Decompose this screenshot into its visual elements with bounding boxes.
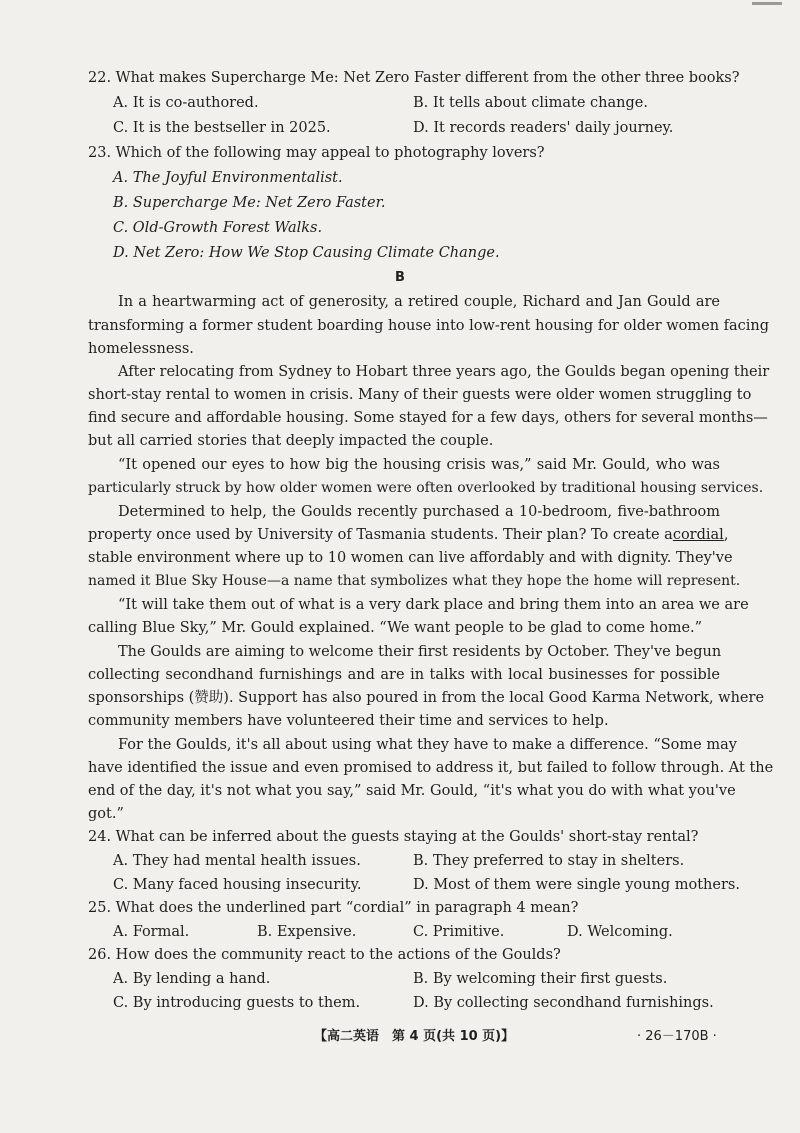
passage-line: homelessness.: [88, 341, 194, 357]
question-23-stem: 23. Which of the following may appeal to photography lovers?: [88, 145, 545, 161]
question-24-option-d: D. Most of them were single young mothers.: [413, 877, 740, 893]
question-24-option-b: B. They preferred to stay in shelters.: [413, 853, 685, 869]
scan-mark: [752, 2, 782, 5]
question-22-option-c: C. It is the bestseller in 2025.: [113, 120, 331, 136]
question-22-option-d: D. It records readers' daily journey.: [413, 120, 674, 136]
question-26-option-d: D. By collecting secondhand furnishings.: [413, 995, 714, 1011]
question-25-stem: 25. What does the underlined part “cordial” in paragraph 4 mean?: [88, 900, 579, 916]
passage-line: find secure and affordable housing. Some stayed for a few days, others for several months—: [88, 410, 768, 426]
passage-line: The Goulds are aiming to welcome their first residents by October. They've begun: [118, 644, 722, 660]
question-26-option-b: B. By welcoming their first guests.: [413, 971, 668, 987]
question-26-option-c: C. By introducing guests to them.: [113, 995, 361, 1011]
passage-line: After relocating from Sydney to Hobart three years ago, the Goulds began opening their: [118, 364, 770, 380]
passage-line: short-stay rental to women in crisis. Many of their guests were older women struggling to: [88, 387, 752, 403]
question-25-option-a: A. Formal.: [113, 924, 190, 940]
passage-line: sponsorships (赞助). Support has also poured in from the local Good Karma Network, where: [88, 690, 765, 706]
question-24-option-c: C. Many faced housing insecurity.: [113, 877, 362, 893]
passage-line: community members have volunteered their time and services to help.: [88, 713, 609, 729]
passage-line: For the Goulds, it's all about using what they have to make a difference. “Some may: [118, 737, 737, 753]
question-26-option-a: A. By lending a hand.: [113, 971, 271, 987]
question-22-stem: 22. What makes Supercharge Me: Net Zero Faster different from the other three books?: [88, 70, 740, 86]
question-23-option-a: A. The Joyful Environmentalist.: [113, 170, 343, 186]
question-22-option-b: B. It tells about climate change.: [413, 95, 648, 111]
section-title: B: [395, 270, 405, 285]
question-26-stem: 26. How does the community react to the actions of the Goulds?: [88, 947, 561, 963]
question-23-option-b: B. Supercharge Me: Net Zero Faster.: [113, 195, 386, 211]
question-25-option-c: C. Primitive.: [413, 924, 505, 940]
passage-line: “It will take them out of what is a very dark place and bring them into an area we are: [118, 597, 749, 613]
passage-line-with-underline: property once used by University of Tasmania students. Their plan? To create a cordial,: [88, 527, 729, 543]
passage-line: “It opened our eyes to how big the housing crisis was,” said Mr. Gould, who was: [118, 457, 720, 473]
question-24-stem: 24. What can be inferred about the guests staying at the Goulds' short-stay rental?: [88, 829, 699, 845]
passage-line: named it Blue Sky House—a name that symbolizes what they hope the home will represent.: [88, 573, 741, 589]
passage-line: In a heartwarming act of generosity, a retired couple, Richard and Jan Gould are: [118, 294, 720, 310]
passage-line: collecting secondhand furnishings and are in talks with local businesses for possible: [88, 667, 720, 683]
question-25-option-b: B. Expensive.: [257, 924, 357, 940]
question-25-option-d: D. Welcoming.: [567, 924, 673, 940]
passage-line: particularly struck by how older women were often overlooked by traditional housing services.: [88, 480, 764, 496]
passage-line-text: property once used by University of Tasmania students. Their plan? To create a: [88, 527, 673, 543]
question-23-option-d: D. Net Zero: How We Stop Causing Climate Change.: [113, 245, 500, 261]
passage-line: end of the day, it's not what you say,” said Mr. Gould, “it's what you do with what you've: [88, 783, 736, 799]
passage-line: but all carried stories that deeply impacted the couple.: [88, 433, 494, 449]
passage-line: calling Blue Sky,” Mr. Gould explained. “We want people to be glad to come home.”: [88, 620, 703, 636]
passage-line: stable environment where up to 10 women can live affordably and with dignity. They've: [88, 550, 733, 566]
question-22-option-a: A. It is co-authored.: [113, 95, 259, 111]
page-footer-code: · 26－170B ·: [637, 1029, 717, 1044]
passage-line: transforming a former student boarding house into low-rent housing for older women facing: [88, 318, 770, 334]
passage-line: have identified the issue and even promised to address it, but failed to follow through. At the: [88, 760, 774, 776]
passage-line: got.”: [88, 806, 124, 822]
question-23-option-c: C. Old-Growth Forest Walks.: [113, 220, 323, 236]
question-24-option-a: A. They had mental health issues.: [113, 853, 361, 869]
page-footer-label: 【高二英语 第 4 页(共 10 页)】: [314, 1029, 515, 1044]
underlined-word: cordial: [672, 527, 724, 543]
passage-line: Determined to help, the Goulds recently purchased a 10-bedroom, five-bathroom: [118, 504, 720, 520]
